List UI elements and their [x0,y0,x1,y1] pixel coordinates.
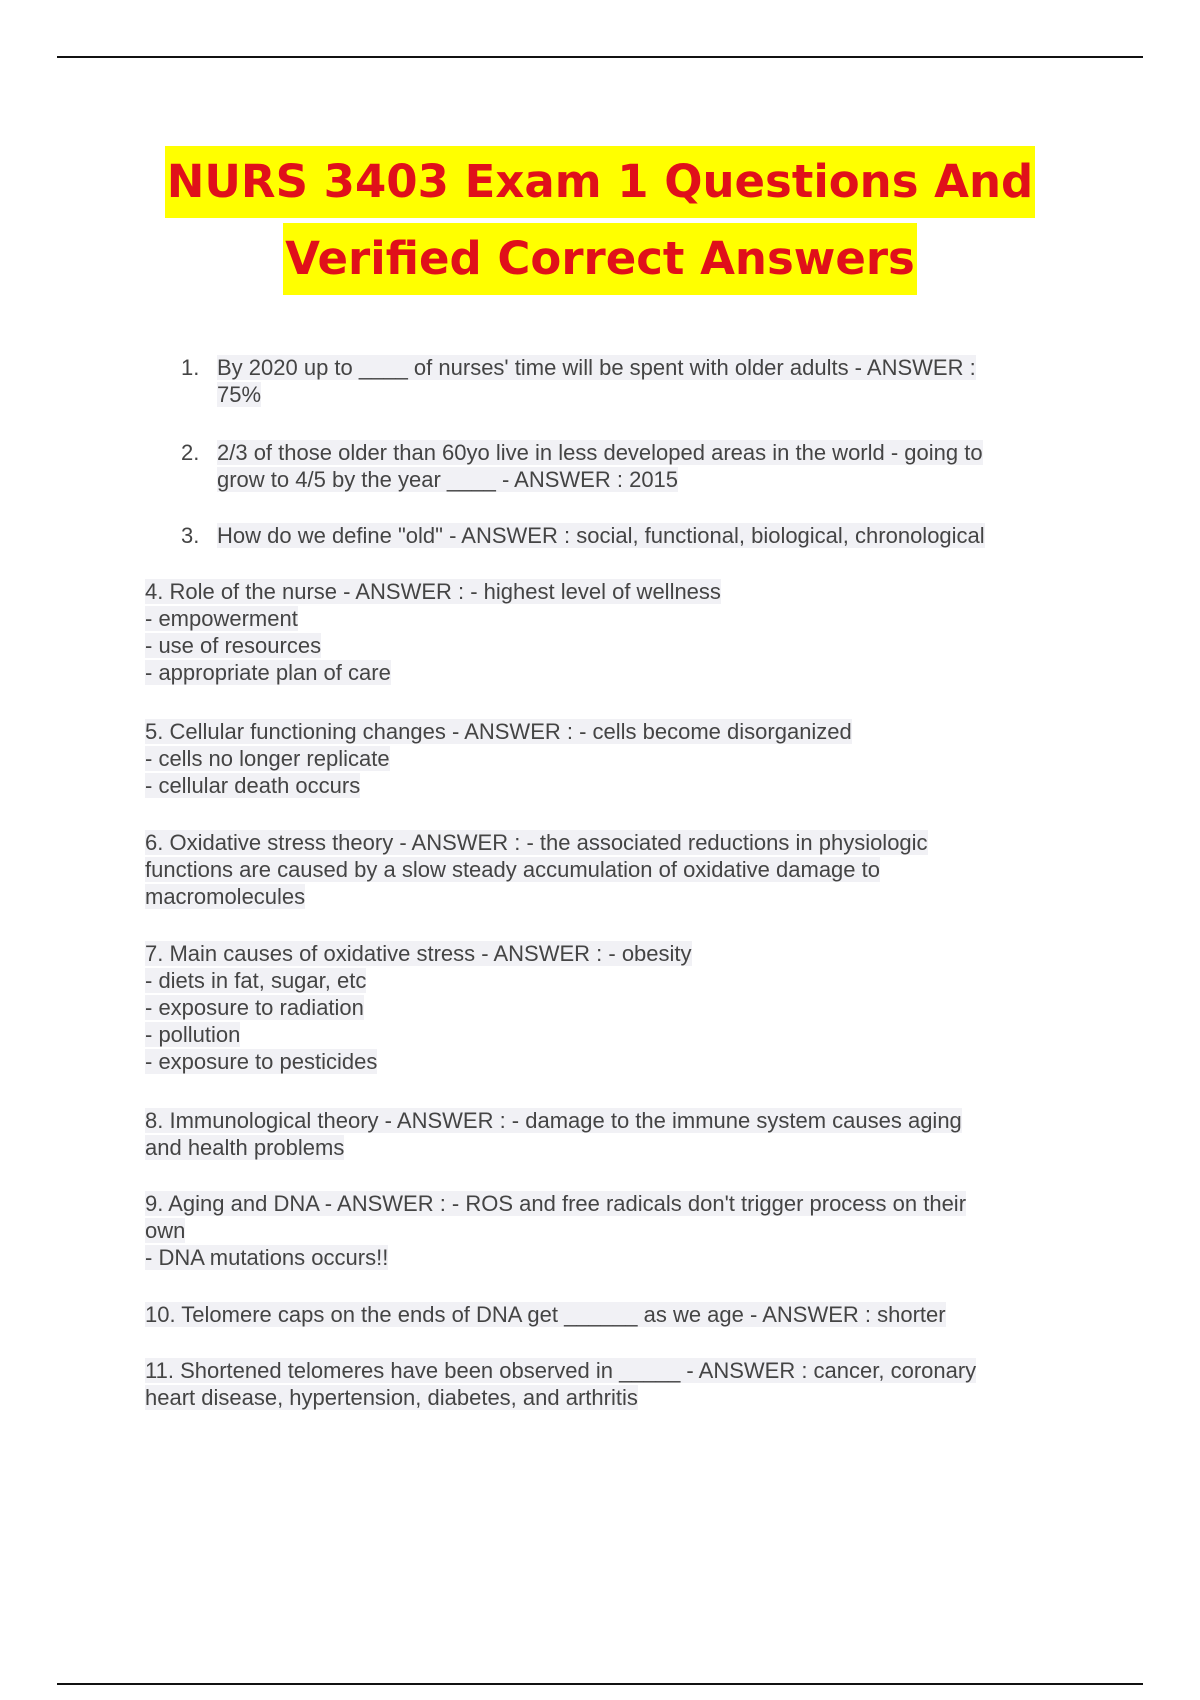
question-number: 2. [181,440,200,465]
answer-line: functions are caused by a slow steady accumulation of oxidative damage to [145,857,880,882]
answer-line: - use of resources [145,633,322,658]
question-text: 6. Oxidative stress theory - ANSWER : - the associated reductions in physiologic [145,830,928,855]
question-text: 11. Shortened telomeres have been observed in _____ - ANSWER : cancer, coronary [145,1358,977,1383]
question-3 [181,522,1081,550]
answer-line: heart disease, hypertension, diabetes, and arthritis [145,1385,638,1410]
question-text: 10. Telomere caps on the ends of DNA get ______ as we age - ANSWER : shorter [145,1302,946,1327]
answer-line: - exposure to pesticides [145,1049,378,1074]
answer-line: macromolecules [145,884,306,909]
question-text: 4. Role of the nurse - ANSWER : - highest level of wellness [145,579,721,604]
question-text: 8. Immunological theory - ANSWER : - damage to the immune system causes aging [145,1108,962,1133]
answer-line: - exposure to radiation [145,995,364,1020]
title-line-2: Verified Correct Answers [283,223,917,295]
question-8 [145,1107,962,1161]
bottom-rule [57,1683,1143,1685]
answer-line: own [145,1218,186,1243]
question-text: 5. Cellular functioning changes - ANSWER : - cells become disorganized [145,719,852,744]
answer-line: - cellular death occurs [145,773,361,798]
question-number: 3. [181,523,200,548]
question-text: By 2020 up to ____ of nurses' time will be spent with older adults - ANSWER : [217,355,976,380]
question-11 [145,1357,976,1411]
answer-line: - diets in fat, sugar, etc [145,968,367,993]
question-text: 75% [217,382,262,407]
document-title [0,146,1200,295]
question-7 [145,940,692,1075]
question-text: grow to 4/5 by the year ____ - ANSWER : 2015 [217,467,679,492]
answer-line: - pollution [145,1022,241,1047]
question-5 [145,718,852,799]
question-10 [145,1301,946,1328]
answer-line: - cells no longer replicate [145,746,390,771]
answer-line: and health problems [145,1135,345,1160]
answer-line: - empowerment [145,606,298,631]
question-text: 7. Main causes of oxidative stress - ANSWER : - obesity [145,941,692,966]
answer-line: - DNA mutations occurs!! [145,1245,389,1270]
question-9 [145,1190,966,1271]
question-6 [145,829,928,910]
question-text: 9. Aging and DNA - ANSWER : - ROS and free radicals don't trigger process on their [145,1191,967,1216]
top-rule [57,56,1143,58]
title-line-1: NURS 3403 Exam 1 Questions And [165,146,1036,218]
question-text: 2/3 of those older than 60yo live in less developed areas in the world - going to [217,440,983,465]
question-4 [145,578,721,686]
question-2 [181,439,1081,495]
question-number: 1. [181,355,200,380]
answer-line: - appropriate plan of care [145,660,391,685]
question-1 [181,354,1081,410]
question-text: How do we define "old" - ANSWER : social, functional, biological, chronological [217,523,985,548]
